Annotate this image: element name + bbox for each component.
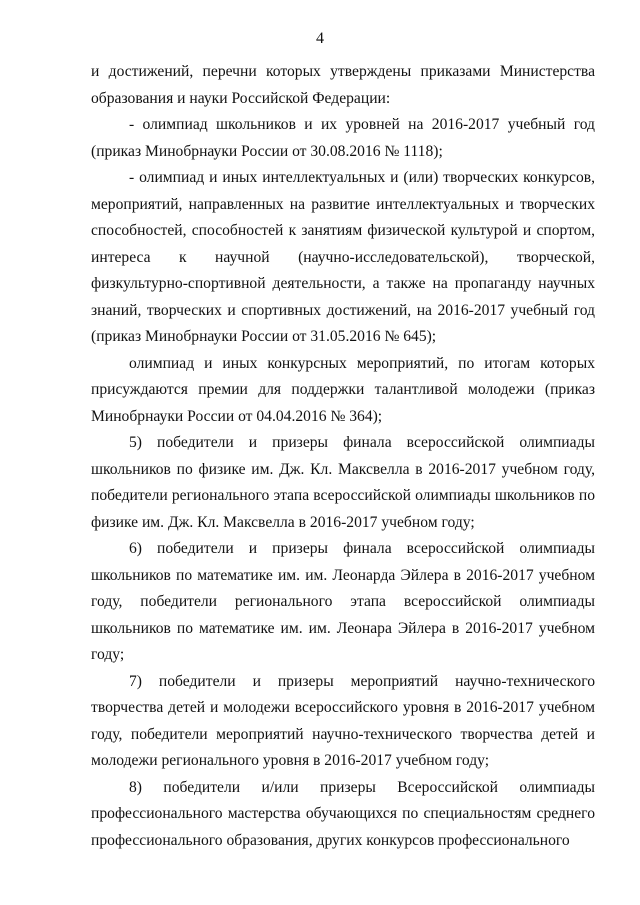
- paragraph-item-8: 8) победители и/или призеры Всероссийской олимпиады профессионального мастерства обучающихся по специальностям среднего профессионального образования, других конкурсов профессионального: [91, 778, 595, 849]
- document-body: [91, 59, 595, 854]
- page-number: 4: [316, 30, 324, 47]
- paragraph-item-7: 7) победители и призеры мероприятий научно-технического творчества детей и молодежи всероссийского уровня в 2016-2017 учебном году, победители мероприятий научно-технического творчества детей и молодежи регионального уровня в 2016-2017 учебном году;: [91, 672, 595, 769]
- paragraph-creative-contests: - олимпиад и иных интеллектуальных и (или) творческих конкурсов, мероприятий, направленных на развитие интеллектуальных и творческих способностей, способностей к занятиям физической культурой и спортом, интереса к научной (научно-исследовательской), творческой, физкультурно-спортивной деятельности, а также на пропаганду научных знаний, творческих и спортивных достижений, на 2016-2017 учебный год (приказ Минобрнауки России от 31.05.2016 № 645);: [91, 169, 595, 345]
- paragraph-continuation: и достижений, перечни которых утверждены приказами Министерства образования и науки Российской Федерации:: [91, 63, 595, 107]
- paragraph-item-6: 6) победители и призеры финала всероссийской олимпиады школьников по математике им. им. Леонарда Эйлера в 2016-2017 учебном году, победители регионального этапа всероссийской олимпиады школьников по математике им. им. Леонара Эйлера в 2016-2017 учебном году;: [91, 540, 595, 663]
- paragraph-olympiads-list: - олимпиад школьников и их уровней на 2016-2017 учебный год (приказ Минобрнауки России от 30.08.2016 № 1118);: [91, 116, 595, 160]
- paragraph-talented-youth: олимпиад и иных конкурсных мероприятий, по итогам которых присуждаются премии для поддержки талантливой молодежи (приказ Минобрнауки России от 04.04.2016 № 364);: [91, 354, 595, 425]
- paragraph-item-5: 5) победители и призеры финала всероссийской олимпиады школьников по физике им. Дж. Кл. Максвелла в 2016-2017 учебном году, победители регионального этапа всероссийской олимпиады школьников по физике им. Дж. Кл. Максвелла в 2016-2017 учебном году;: [91, 434, 595, 531]
